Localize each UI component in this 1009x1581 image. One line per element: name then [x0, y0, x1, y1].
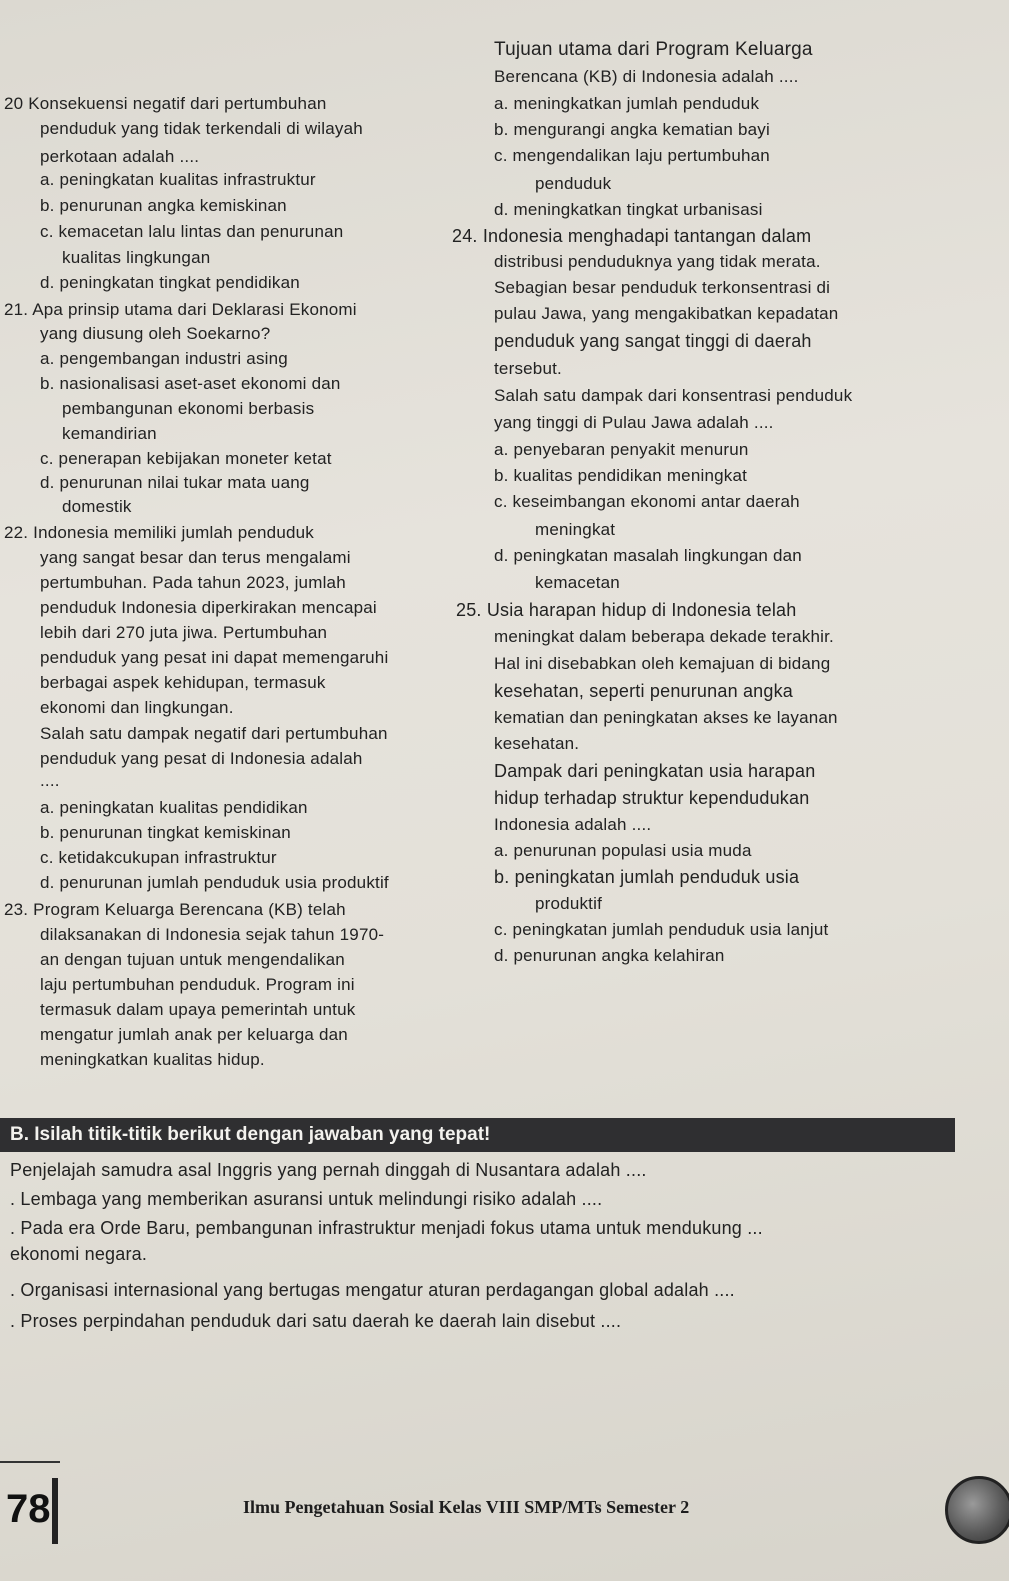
option-line: kualitas lingkungan [62, 248, 211, 267]
option-line: c. keseimbangan ekonomi antar daerah [494, 492, 800, 511]
circle-ornament-icon [945, 1476, 1009, 1544]
option-line: a. meningkatkan jumlah penduduk [494, 94, 760, 113]
fill-item: . Organisasi internasional yang bertugas mengatur aturan perdagangan global adalah .... [10, 1280, 735, 1300]
option-line: b. penurunan tingkat kemiskinan [40, 823, 291, 842]
option-line: d. peningkatan masalah lingkungan dan [494, 546, 802, 565]
option-line: meningkat [535, 520, 616, 539]
footer-divider [0, 1461, 60, 1463]
fill-item: ekonomi negara. [10, 1244, 148, 1264]
option-line: b. mengurangi angka kematian bayi [494, 120, 770, 139]
option-line: penduduk [535, 174, 612, 193]
option-line: pembangunan ekonomi berbasis [62, 399, 315, 418]
option-line: a. penurunan populasi usia muda [494, 841, 752, 860]
option-line: produktif [535, 894, 603, 913]
question-23-line: mengatur jumlah anak per keluarga dan [40, 1025, 348, 1044]
option-line: c. kemacetan lalu lintas dan penurunan [40, 222, 344, 241]
question-20-line: 20 Konsekuensi negatif dari pertumbuhan [4, 94, 327, 113]
question-24-line: penduduk yang sangat tinggi di daerah [494, 331, 812, 351]
option-line: c. penerapan kebijakan moneter ketat [40, 449, 332, 468]
option-line: d. penurunan angka kelahiran [494, 946, 725, 965]
option-line: a. pengembangan industri asing [40, 349, 288, 368]
question-25-line: kesehatan, seperti penurunan angka [494, 681, 794, 701]
question-24-line: Sebagian besar penduduk terkonsentrasi di [494, 278, 831, 297]
question-25-line: meningkat dalam beberapa dekade terakhir. [494, 627, 834, 646]
question-23-line: 23. Program Keluarga Berencana (KB) telah [4, 900, 346, 919]
question-24-line: distribusi penduduknya yang tidak merata. [494, 252, 821, 271]
question-22-line: Salah satu dampak negatif dari pertumbuhan [40, 724, 388, 743]
question-23-stem: Berencana (KB) di Indonesia adalah .... [494, 67, 799, 86]
option-line: domestik [62, 497, 132, 516]
book-title: Ilmu Pengetahuan Sosial Kelas VIII SMP/MTs Semester 2 [243, 1497, 690, 1517]
question-24-line: tersebut. [494, 359, 562, 378]
question-23-line: dilaksanakan di Indonesia sejak tahun 1970- [40, 925, 385, 944]
option-line: b. nasionalisasi aset-aset ekonomi dan [40, 374, 341, 393]
question-23-line: meningkatkan kualitas hidup. [40, 1050, 265, 1069]
fill-item: . Pada era Orde Baru, pembangunan infrastruktur menjadi fokus utama untuk mendukung ... [10, 1218, 763, 1238]
option-line: kemacetan [535, 573, 620, 592]
option-line: c. mengendalikan laju pertumbuhan [494, 146, 770, 165]
footer-bar-decoration [52, 1478, 58, 1544]
question-24-line: pulau Jawa, yang mengakibatkan kepadatan [494, 304, 839, 323]
question-22-line: .... [40, 771, 60, 790]
option-line: b. peningkatan jumlah penduduk usia [494, 867, 800, 887]
question-25-line: kematian dan peningkatan akses ke layanan [494, 708, 838, 727]
option-line: d. peningkatan tingkat pendidikan [40, 273, 300, 292]
question-25-line: 25. Usia harapan hidup di Indonesia telah [456, 600, 797, 620]
question-23-line: an dengan tujuan untuk mengendalikan [40, 950, 345, 969]
question-22-line: penduduk yang pesat ini dapat memengaruhi [40, 648, 389, 667]
option-line: d. meningkatkan tingkat urbanisasi [494, 200, 763, 219]
question-22-line: berbagai aspek kehidupan, termasuk [40, 673, 326, 692]
option-line: d. penurunan jumlah penduduk usia produktif [40, 873, 389, 892]
fill-item: . Proses perpindahan penduduk dari satu daerah ke daerah lain disebut .... [10, 1311, 622, 1331]
fill-item: . Lembaga yang memberikan asuransi untuk melindungi risiko adalah .... [10, 1189, 603, 1209]
option-line: c. peningkatan jumlah penduduk usia lanjut [494, 920, 829, 939]
question-20-line: penduduk yang tidak terkendali di wilayah [40, 119, 363, 138]
question-22-line: 22. Indonesia memiliki jumlah penduduk [4, 523, 314, 542]
question-23-stem: Tujuan utama dari Program Keluarga [494, 39, 813, 60]
option-line: b. penurunan angka kemiskinan [40, 196, 287, 215]
fill-item: Penjelajah samudra asal Inggris yang pernah dinggah di Nusantara adalah .... [10, 1160, 647, 1180]
question-24-line: 24. Indonesia menghadapi tantangan dalam [452, 226, 812, 246]
option-line: kemandirian [62, 424, 157, 443]
question-22-line: pertumbuhan. Pada tahun 2023, jumlah [40, 573, 346, 592]
question-21-line: 21. Apa prinsip utama dari Deklarasi Ekonomi [4, 300, 357, 319]
question-25-line: kesehatan. [494, 734, 580, 753]
option-line: a. penyebaran penyakit menurun [494, 440, 749, 459]
question-21-line: yang diusung oleh Soekarno? [40, 324, 271, 343]
question-22-line: lebih dari 270 juta jiwa. Pertumbuhan [40, 623, 328, 642]
question-22-line: ekonomi dan lingkungan. [40, 698, 234, 717]
section-b-heading: B. Isilah titik-titik berikut dengan jawaban yang tepat! [0, 1118, 955, 1152]
question-25-line: Hal ini disebabkan oleh kemajuan di bidang [494, 654, 831, 673]
question-25-line: hidup terhadap struktur kependudukan [494, 788, 810, 808]
option-line: b. kualitas pendidikan meningkat [494, 466, 748, 485]
question-25-line: Dampak dari peningkatan usia harapan [494, 761, 816, 781]
option-line: a. peningkatan kualitas pendidikan [40, 798, 308, 817]
question-22-line: penduduk Indonesia diperkirakan mencapai [40, 598, 377, 617]
question-23-line: laju pertumbuhan penduduk. Program ini [40, 975, 355, 994]
question-24-line: yang tinggi di Pulau Jawa adalah .... [494, 413, 774, 432]
option-line: c. ketidakcukupan infrastruktur [40, 848, 277, 867]
question-25-line: Indonesia adalah .... [494, 815, 652, 834]
page-number: 78 [6, 1487, 51, 1531]
question-22-line: penduduk yang pesat di Indonesia adalah [40, 749, 363, 768]
question-22-line: yang sangat besar dan terus mengalami [40, 548, 351, 567]
option-line: d. penurunan nilai tukar mata uang [40, 473, 310, 492]
question-24-line: Salah satu dampak dari konsentrasi penduduk [494, 386, 853, 405]
question-23-line: termasuk dalam upaya pemerintah untuk [40, 1000, 356, 1019]
option-line: a. peningkatan kualitas infrastruktur [40, 170, 316, 189]
question-20-line: perkotaan adalah .... [40, 147, 200, 166]
